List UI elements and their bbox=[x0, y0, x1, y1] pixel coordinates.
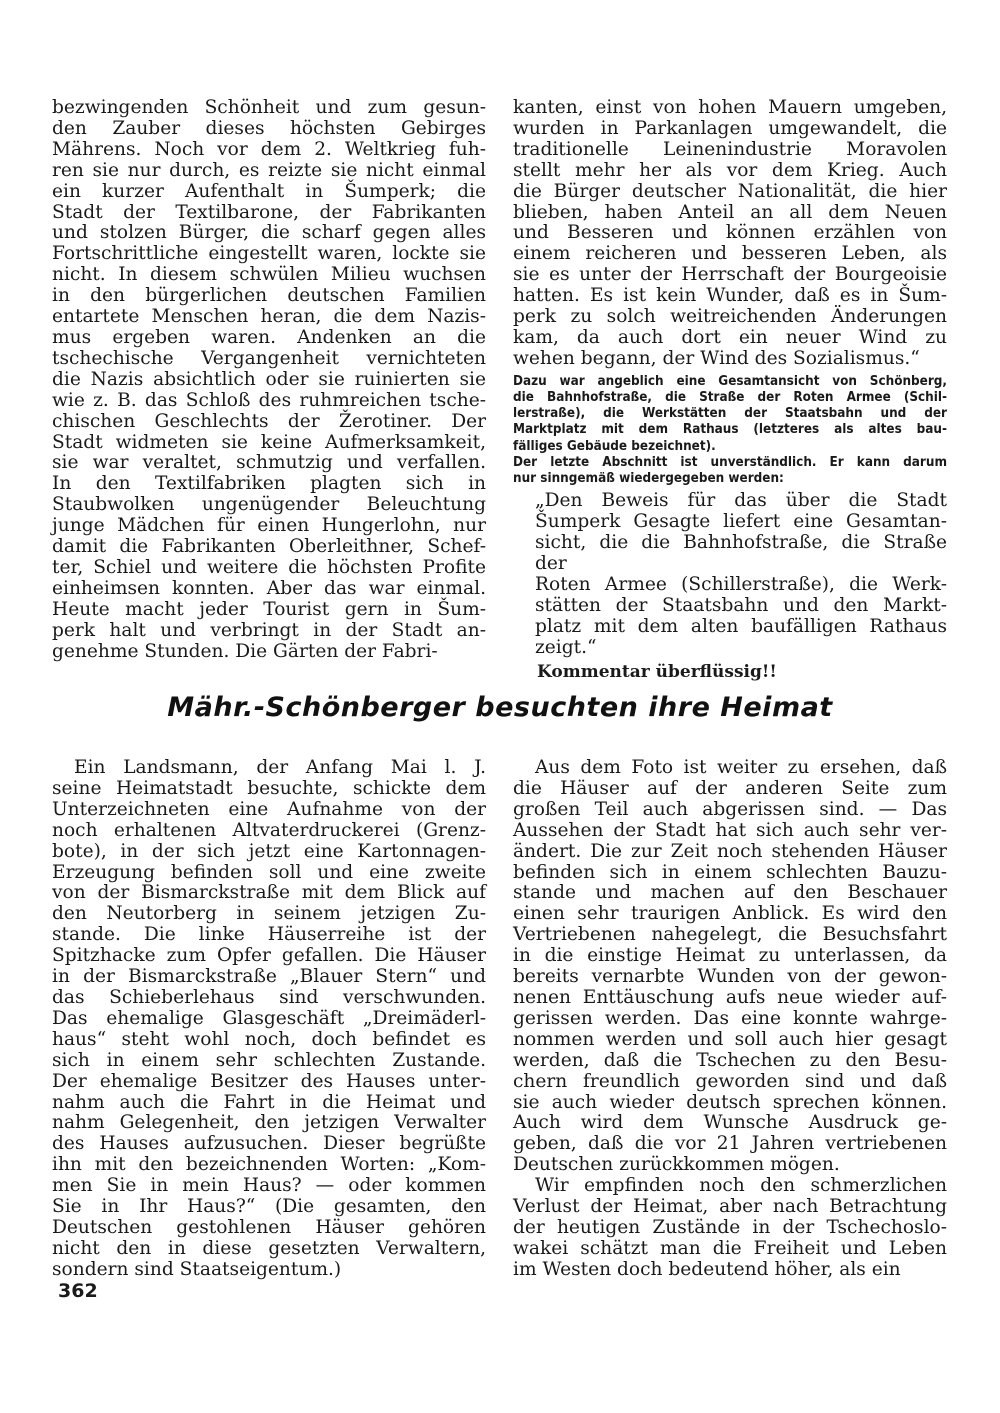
text-line: Roten Armee (Schillerstraße), die Werk- bbox=[535, 573, 947, 595]
text-line: junge Mädchen für einen Hungerlohn, nur bbox=[52, 515, 486, 537]
text-line: chischen Geschlechts der Žerotiner. Der bbox=[52, 410, 486, 432]
text-line: einheimsen konnten. Aber das war einmal. bbox=[52, 577, 486, 599]
text-line: perk zu solch weitreichenden Änderungen bbox=[513, 306, 947, 328]
text-line: Deutschen gestohlenen Häuser gehören bbox=[52, 1216, 486, 1238]
text-line: hatten. Es ist kein Wunder, daß es in Šum- bbox=[513, 285, 947, 307]
top-left-column bbox=[52, 98, 486, 662]
text-line: befinden sich in einem schlechten Bauzu- bbox=[513, 861, 947, 883]
text-line: und stolzen Bürger, die scharf gegen alles bbox=[52, 222, 486, 244]
text-line: ändert. Die zur Zeit noch stehenden Häuser bbox=[513, 840, 947, 862]
top-right-section bbox=[513, 98, 947, 682]
text-line: stande. Die linke Häuserreihe ist der bbox=[52, 924, 486, 946]
text-line: bote), in der sich jetzt eine Kartonnagen- bbox=[52, 840, 486, 862]
text-line: den Neutorberg in seinem jetzigen Zu- bbox=[52, 903, 486, 925]
text-line: in der Bismarckstraße „Blauer Stern“ und bbox=[52, 966, 486, 988]
text-line: im Westen doch bedeutend höher, als ein bbox=[513, 1258, 901, 1280]
text-line: genehme Stunden. Die Gärten der Fabri- bbox=[52, 640, 438, 662]
text-line: das Schieberlehaus sind verschwunden. bbox=[52, 986, 486, 1008]
text-line: die Bürger deutscher Nationalität, die hier bbox=[513, 180, 947, 202]
text-line: men Sie in mein Haus? — oder kommen bbox=[52, 1175, 486, 1197]
text-line: gerissen werden. Das eine konnte wahrge- bbox=[513, 1007, 947, 1029]
page-number: 362 bbox=[58, 1280, 98, 1302]
text-line: die Bahnhofstraße, die Straße der Roten Armee (Schil- bbox=[513, 389, 947, 405]
text-line: Deutschen zurückkommen mögen. bbox=[513, 1154, 840, 1176]
text-line: stande und machen auf den Beschauer bbox=[513, 882, 947, 904]
text-line: sie auch wieder deutsch sprechen können. bbox=[513, 1091, 947, 1113]
bottom-right-column bbox=[513, 758, 947, 1281]
text-line: der heutigen Zustände in der Tschechoslo- bbox=[513, 1216, 947, 1238]
text-line: nahm Gelegenheit, den jetzigen Verwalter bbox=[52, 1112, 486, 1134]
text-line: Mährens. Noch vor dem 2. Weltkrieg fuh- bbox=[52, 138, 486, 160]
text-line: fälliges Gebäude bezeichnet). bbox=[513, 438, 716, 454]
text-line: kam, da auch dort ein neuer Wind zu bbox=[513, 326, 947, 348]
text-line: einem reicheren und besseren Leben, als bbox=[513, 243, 947, 265]
text-line: „Den Beweis für das über die Stadt bbox=[535, 490, 947, 512]
text-line: platz mit dem alten baufälligen Rathaus bbox=[535, 615, 947, 637]
text-line: Dazu war angeblich eine Gesamtansicht von Schönberg, bbox=[513, 373, 947, 389]
text-line: nommen werden und soll auch hier gesagt bbox=[513, 1028, 947, 1050]
text-line: ren sie nur durch, es reizte sie nicht einmal bbox=[52, 159, 486, 181]
text-line: Stadt widmeten sie keine Aufmerksamkeit, bbox=[52, 431, 486, 453]
text-line: nur sinngemäß wiedergegeben werden: bbox=[513, 471, 784, 486]
text-line: tschechische Vergangenheit vernichteten bbox=[52, 347, 486, 369]
text-line: wehen begann, der Wind des Sozialismus.“ bbox=[513, 347, 920, 369]
text-line: zeigt.“ bbox=[535, 636, 597, 658]
text-line: Fortschrittliche eingestellt waren, lockte sie bbox=[52, 243, 486, 265]
text-line: in die einstige Heimat zu unterlassen, da bbox=[513, 945, 947, 967]
text-line: Heute macht jeder Tourist gern in Šum- bbox=[52, 598, 486, 620]
text-line: ihn mit den bezeichnenden Worten: „Kom- bbox=[52, 1154, 486, 1176]
text-line: chern freundlich geworden sind und daß bbox=[513, 1070, 947, 1092]
quote-block bbox=[513, 491, 947, 658]
text-line: Aussehen der Stadt hat sich auch sehr ver- bbox=[513, 819, 947, 841]
article-headline: Mähr.-Schönberger besuchten ihre Heimat bbox=[167, 692, 833, 723]
editor-note bbox=[513, 374, 947, 487]
text-line: Erzeugung befinden soll und eine zweite bbox=[52, 861, 486, 883]
text-line: Das ehemalige Glasgeschäft „Dreimäderl- bbox=[52, 1007, 486, 1029]
text-line: wie z. B. das Schloß des ruhmreichen tsche- bbox=[52, 389, 486, 411]
text-line: von der Bismarckstraße mit dem Blick auf bbox=[52, 882, 486, 904]
text-line: traditionelle Leinenindustrie Moravolen bbox=[513, 138, 947, 160]
text-line: kanten, einst von hohen Mauern umgeben, bbox=[513, 97, 947, 118]
text-line: Der ehemalige Besitzer des Hauses unter- bbox=[52, 1070, 486, 1092]
text-line: des Hauses aufzusuchen. Dieser begrüßte bbox=[52, 1133, 486, 1155]
text-line: stätten der Staatsbahn und den Markt- bbox=[535, 594, 947, 616]
text-line: nicht. In diesem schwülen Milieu wuchsen bbox=[52, 264, 486, 286]
text-line: damit die Fabrikanten Oberleithner, Schef- bbox=[52, 536, 486, 558]
text-line: perk halt und verbringt in der Stadt an- bbox=[52, 619, 486, 641]
text-line: Spitzhacke zum Opfer gefallen. Die Häuser bbox=[52, 945, 486, 967]
text-line: großen Teil auch abgerissen sind. — Das bbox=[513, 798, 947, 820]
text-line: sondern sind Staatseigentum.) bbox=[52, 1258, 342, 1280]
text-line: in den bürgerlichen deutschen Familien bbox=[52, 285, 486, 307]
bottom-right-paragraph-2 bbox=[513, 1176, 947, 1281]
text-line: wurden in Parkanlagen umgewandelt, die bbox=[513, 117, 947, 139]
text-line: sich in einem sehr schlechten Zustande. bbox=[52, 1049, 486, 1071]
text-line: die Nazis absichtlich oder sie ruinierten sie bbox=[52, 368, 486, 390]
text-line: die Häuser auf der anderen Seite zum bbox=[513, 777, 947, 799]
comment-line: Kommentar überflüssig!! bbox=[537, 662, 777, 683]
text-line: sicht, die die Bahnhofstraße, die Straße der bbox=[535, 532, 947, 574]
bottom-left-column bbox=[52, 758, 486, 1281]
text-line: und Besseren und können erzählen von bbox=[513, 222, 947, 244]
text-line: nenen Enttäuschung aufs neue wieder auf- bbox=[513, 986, 947, 1008]
text-line: noch erhaltenen Altvaterdruckerei (Grenz- bbox=[52, 819, 486, 841]
text-line: Wir empfinden noch den schmerzlichen bbox=[535, 1175, 947, 1197]
text-line: Marktplatz mit dem Rathaus (letzteres als altes bau- bbox=[513, 422, 947, 438]
text-line: bereits vernarbte Wunden von der gewon- bbox=[513, 966, 947, 988]
text-line: haus“ steht wohl noch, doch befindet es bbox=[52, 1028, 486, 1050]
text-line: Šumperk Gesagte liefert eine Gesamtan- bbox=[535, 511, 947, 533]
text-line: In den Textilfabriken plagten sich in bbox=[52, 473, 486, 495]
text-line: Unterzeichneten eine Aufnahme von der bbox=[52, 798, 486, 820]
text-line: stellt mehr her als vor dem Krieg. Auch bbox=[513, 159, 947, 181]
text-line: Vertriebenen nahegelegt, die Besuchsfahrt bbox=[513, 924, 947, 946]
top-right-column bbox=[513, 98, 947, 370]
text-line: bezwingenden Schönheit und zum gesun- bbox=[52, 97, 486, 118]
text-line: werden, daß die Tschechen zu den Besu- bbox=[513, 1049, 947, 1071]
text-line: Verlust der Heimat, aber nach Betrachtung bbox=[513, 1196, 947, 1218]
text-line: geben, daß die vor 21 Jahren vertriebenen bbox=[513, 1133, 947, 1155]
text-line: entartete Menschen heran, die dem Nazis- bbox=[52, 306, 486, 328]
text-line: nahm auch die Fahrt in die Heimat und bbox=[52, 1091, 486, 1113]
text-line: Stadt der Textilbarone, der Fabrikanten bbox=[52, 201, 486, 223]
text-line: sie es unter der Herrschaft der Bourgeoisie bbox=[513, 264, 947, 286]
bottom-right-paragraph-1 bbox=[513, 758, 947, 1176]
text-line: Aus dem Foto ist weiter zu ersehen, daß bbox=[535, 757, 947, 778]
text-line: lerstraße), die Werkstätten der Staatsbahn und der bbox=[513, 406, 947, 422]
text-line: einen sehr traurigen Anblick. Es wird den bbox=[513, 903, 947, 925]
text-line: mus ergeben waren. Andenken an die bbox=[52, 326, 486, 348]
text-line: ter, Schiel und weitere die höchsten Profite bbox=[52, 556, 486, 578]
text-line: ein kurzer Aufenthalt in Šumperk; die bbox=[52, 180, 486, 202]
text-line: wakei schätzt man die Freiheit und Leben bbox=[513, 1237, 947, 1259]
text-line: den Zauber dieses höchsten Gebirges bbox=[52, 117, 486, 139]
text-line: sie war veraltet, schmutzig und verfallen. bbox=[52, 452, 486, 474]
text-line: Ein Landsmann, der Anfang Mai l. J. bbox=[74, 757, 486, 778]
text-line: seine Heimatstadt besuchte, schickte dem bbox=[52, 777, 486, 799]
text-line: nicht den in diese gesetzten Verwaltern, bbox=[52, 1237, 486, 1259]
text-line: blieben, haben Anteil an all dem Neuen bbox=[513, 201, 947, 223]
text-line: Staubwolken ungenügender Beleuchtung bbox=[52, 494, 486, 516]
text-line: Der letzte Abschnitt ist unverständlich. Er kann darum bbox=[513, 454, 947, 470]
text-line: Auch wird dem Wunsche Ausdruck ge- bbox=[513, 1112, 947, 1134]
text-line: Sie in Ihr Haus?“ (Die gesamten, den bbox=[52, 1196, 486, 1218]
